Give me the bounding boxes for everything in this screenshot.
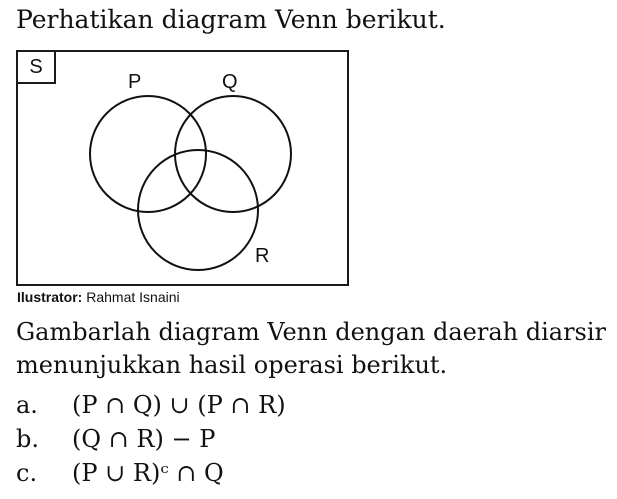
universe-label: S [18,52,56,84]
set-label-q: Q [222,71,238,93]
circle-q [175,96,291,212]
task-letter: a. [16,391,38,419]
task-item [16,422,286,456]
task-expression: (P ∩ Q) ∪ (P ∩ R) [72,391,286,419]
circle-p [90,96,206,212]
task-item [16,456,286,490]
task-item [16,388,286,422]
venn-canvas [18,52,347,284]
task-letter: c. [16,459,38,487]
set-label-p: P [128,71,142,93]
instruction-text: Gambarlah diagram Venn dengan daerah diarsir menunjukkan hasil operasi berikut. [16,318,607,379]
task-letter: b. [16,425,39,453]
credit-name: Rahmat Isnaini [86,289,180,305]
intro-text: Perhatikan diagram Venn berikut. [16,5,446,34]
task-list [16,388,286,490]
credit-role: Ilustrator: [17,289,83,305]
venn-diagram [16,50,349,286]
set-label-r: R [255,245,270,267]
task-expression: (Q ∩ R) − P [72,425,216,453]
task-expression: (P ∪ R)ᶜ ∩ Q [72,459,224,487]
circle-r [138,150,258,270]
illustrator-credit [17,288,180,306]
